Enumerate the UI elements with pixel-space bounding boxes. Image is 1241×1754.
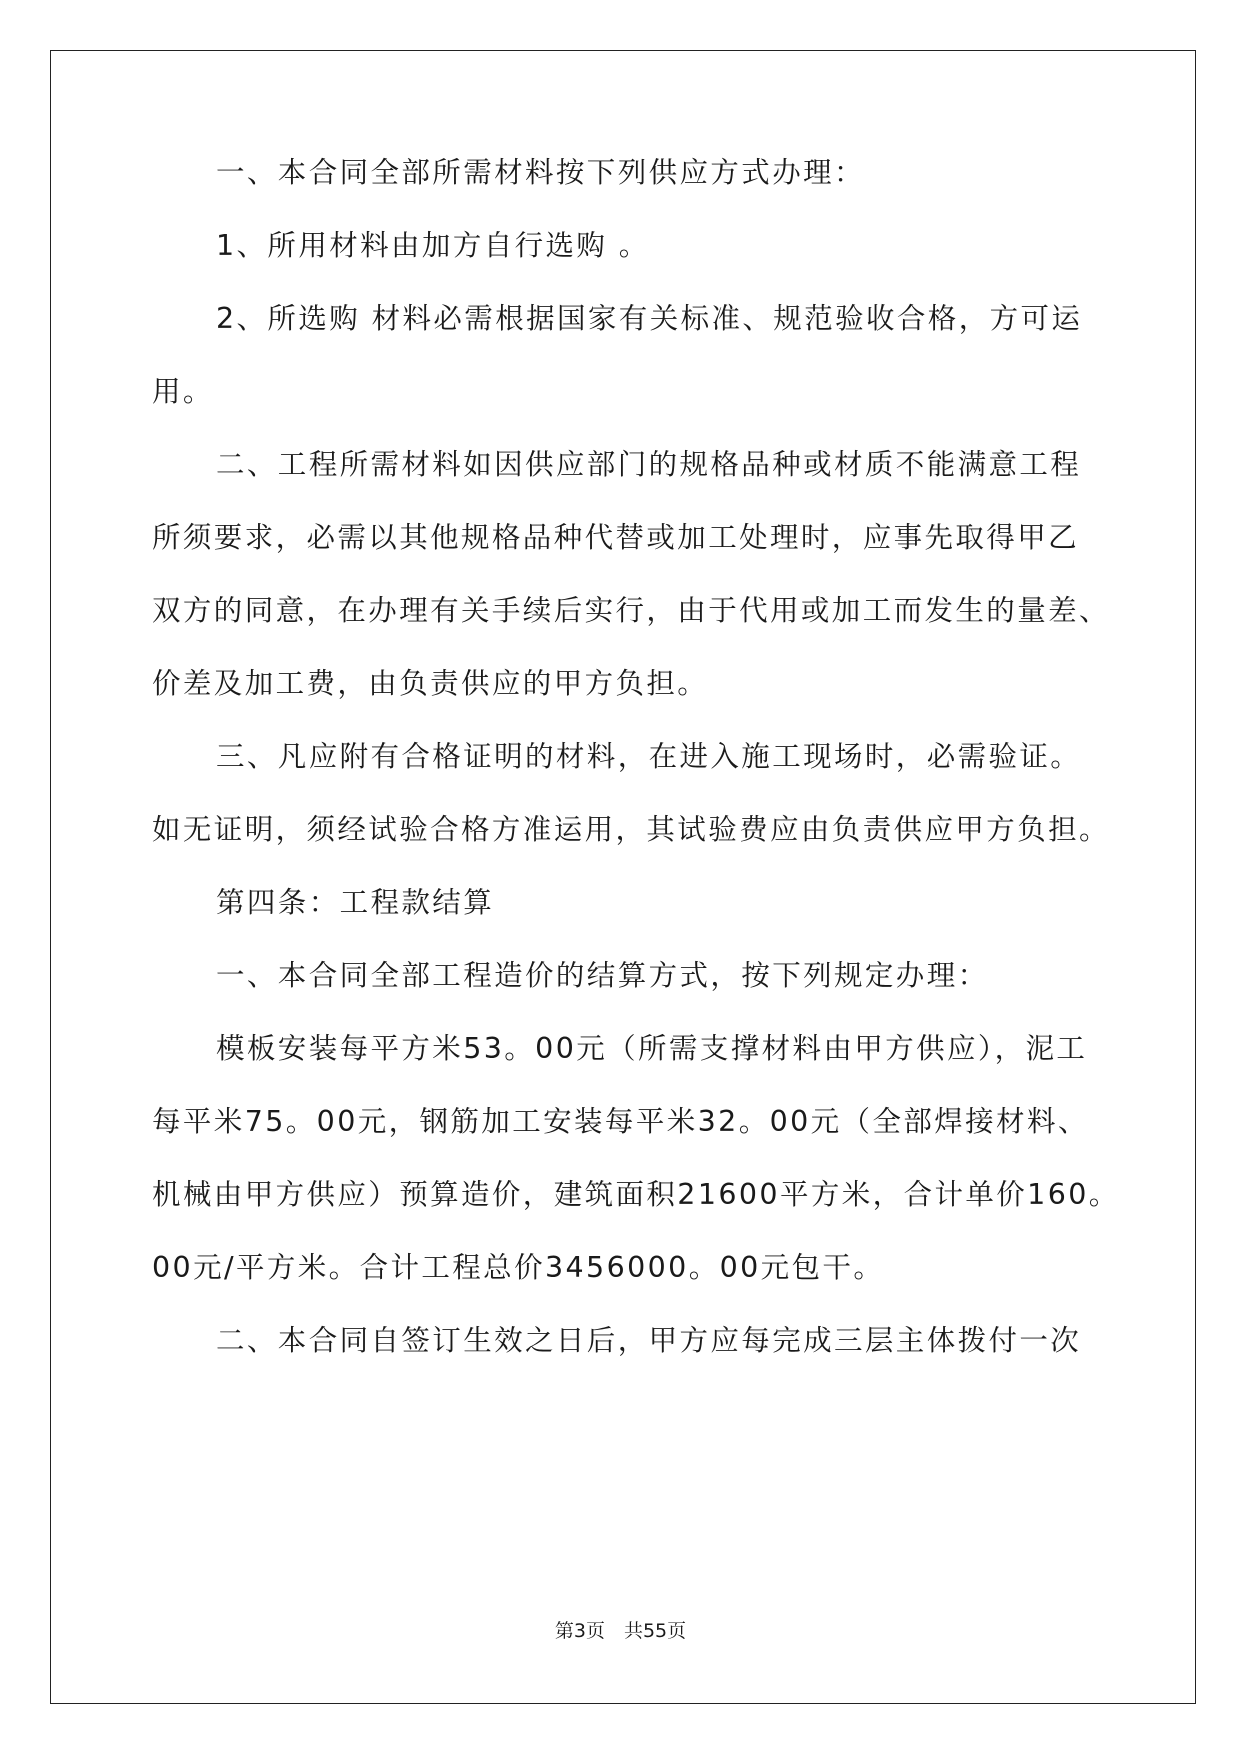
text-line: 二、工程所需材料如因供应部门的规格品种或材质不能满意工程 xyxy=(216,448,1082,481)
text-line: 二、本合同自签订生效之日后，甲方应每完成三层主体拨付一次 xyxy=(216,1324,1082,1357)
text-line: 三、凡应附有合格证明的材料，在进入施工现场时，必需验证。 xyxy=(216,740,1082,773)
text-line: 1、所用材料由加方自行选购 。 xyxy=(216,229,650,262)
section-heading: 第四条：工程款结算 xyxy=(216,886,495,919)
text-line: 模板安装每平方米53。00元（所需支撑材料由甲方供应），泥工 xyxy=(216,1032,1088,1065)
text-line: 一、本合同全部工程造价的结算方式，按下列规定办理： xyxy=(216,959,989,992)
page-number-footer: 第3页 共55页 xyxy=(554,1620,687,1642)
text-line: 用。 xyxy=(152,375,214,408)
text-line: 2、所选购 材料必需根据国家有关标准、规范验收合格，方可运 xyxy=(216,302,1083,335)
text-line: 所须要求，必需以其他规格品种代替或加工处理时，应事先取得甲乙 xyxy=(152,521,1080,554)
text-line: 机械由甲方供应）预算造价，建筑面积21600平方米，合计单价160。 xyxy=(152,1178,1120,1211)
text-line: 每平米75。00元，钢筋加工安装每平米32。00元（全部焊接材料、 xyxy=(152,1105,1089,1138)
text-line: 双方的同意，在办理有关手续后实行，由于代用或加工而发生的量差、 xyxy=(152,594,1110,627)
text-line: 00元/平方米。合计工程总价3456000。00元包干。 xyxy=(152,1251,885,1284)
text-line: 一、本合同全部所需材料按下列供应方式办理： xyxy=(216,156,865,189)
text-line: 如无证明，须经试验合格方准运用，其试验费应由负责供应甲方负担。 xyxy=(152,813,1110,846)
text-line: 价差及加工费，由负责供应的甲方负担。 xyxy=(152,667,709,700)
